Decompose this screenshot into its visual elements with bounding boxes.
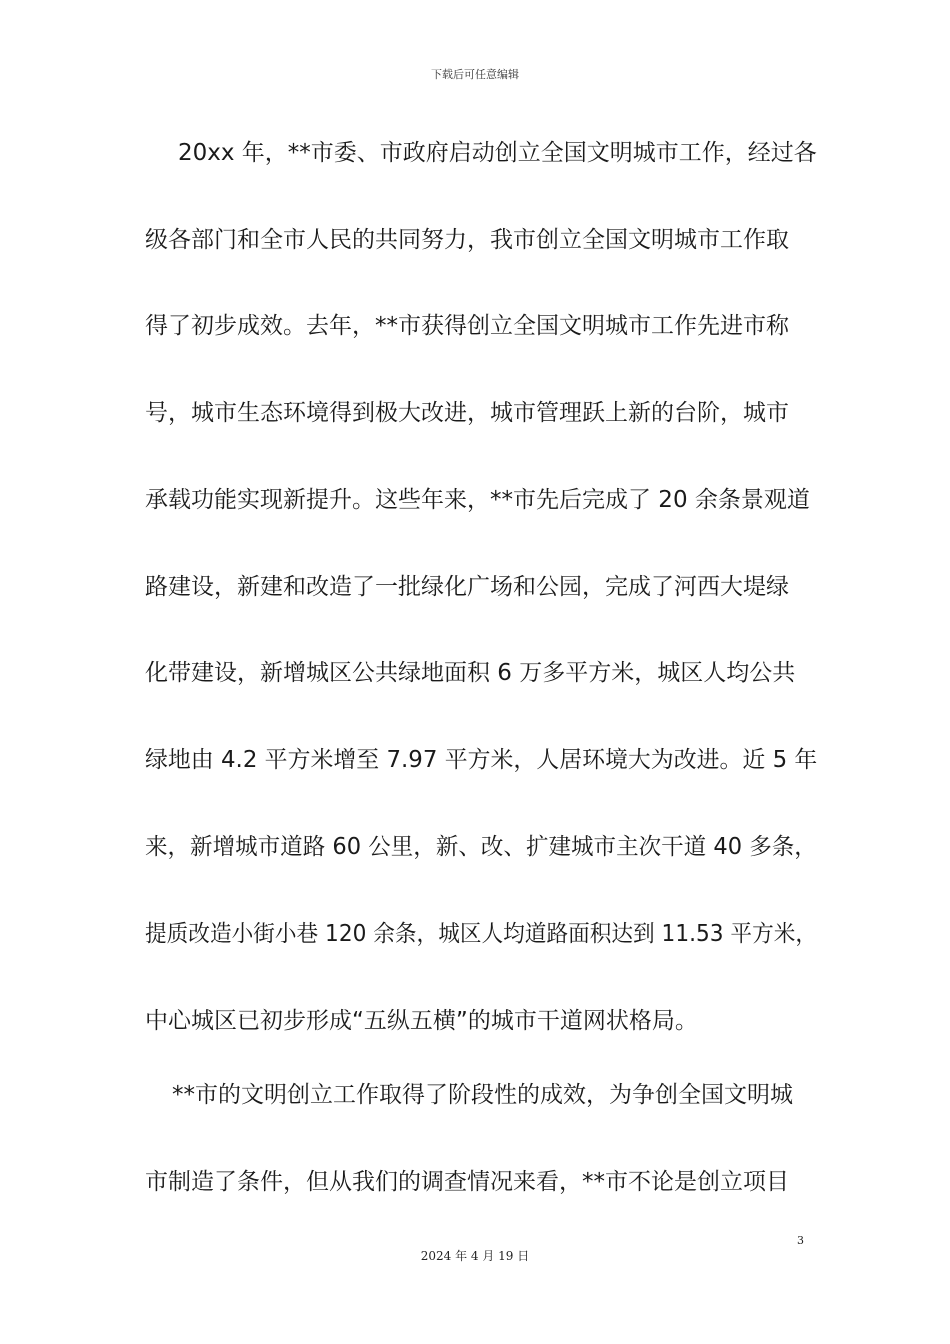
page-number: 3 [797, 1234, 804, 1247]
text-line: 得了初步成效。去年，**市获得创立全国文明城市工作先进市称 [145, 313, 789, 339]
text-line: 路建设，新建和改造了一批绿化广场和公园，完成了河西大堤绿 [145, 574, 789, 600]
page-header: 下载后可任意编辑 [431, 68, 519, 81]
text-line: 提质改造小街小巷 120 余条，城区人均道路面积达到 11.53 平方米， [145, 921, 818, 947]
text-line: 号，城市生态环境得到极大改进，城市管理跃上新的台阶，城市 [145, 400, 789, 426]
text-line: 级各部门和全市人民的共同努力，我市创立全国文明城市工作取 [145, 227, 789, 253]
text-line: 绿地由 4.2 平方米增至 7.97 平方米，人居环境大为改进。近 5 年 [145, 747, 818, 773]
text-line: **市的文明创立工作取得了阶段性的成效，为争创全国文明城 [172, 1082, 793, 1108]
text-line: 中心城区已初步形成“五纵五横”的城市干道网状格局。 [145, 1008, 698, 1034]
text-line: 来，新增城市道路 60 公里，新、改、扩建城市主次干道 40 多条， [145, 834, 817, 860]
text-line: 市制造了条件，但从我们的调查情况来看，**市不论是创立项目 [145, 1169, 789, 1195]
text-line: 化带建设，新增城区公共绿地面积 6 万多平方米，城区人均公共 [145, 660, 796, 686]
text-line: 20xx 年，**市委、市政府启动创立全国文明城市工作，经过各 [178, 140, 817, 166]
page-footer-date: 2024 年 4 月 19 日 [420, 1249, 530, 1263]
text-line: 承载功能实现新提升。这些年来，**市先后完成了 20 余条景观道 [145, 487, 810, 513]
